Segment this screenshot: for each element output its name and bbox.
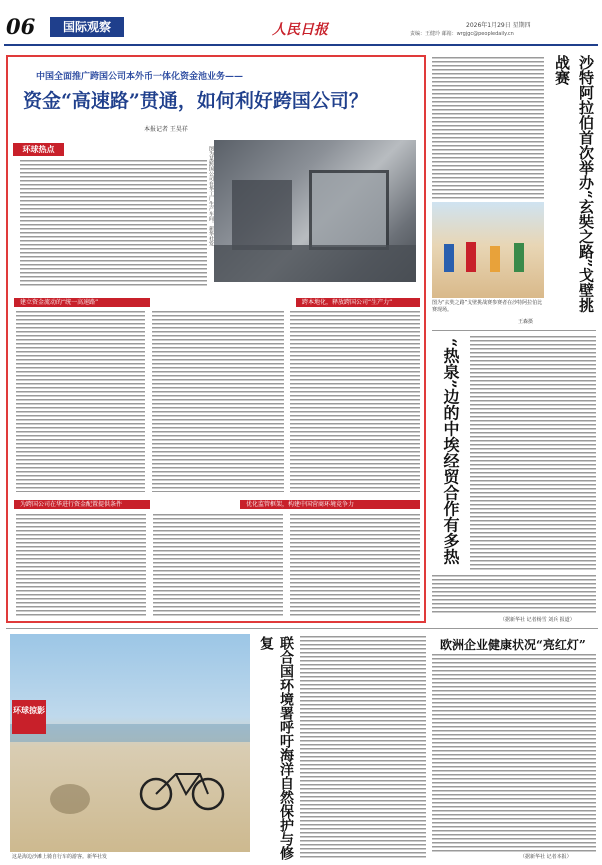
story1-title: 沙特阿拉伯首次举办“玄奘之路”戈壁挑战赛 [553, 55, 595, 313]
intro-text [20, 160, 207, 286]
bottom-photo-caption: 这是海边沙滩上骑自行车的游客。新华社发 [12, 854, 108, 860]
story2-title: “热泉”边的中埃经贸合作有多热 [441, 338, 460, 565]
section-name: 国际观察 [50, 17, 124, 37]
masthead-logo: 人民日报 [272, 22, 328, 38]
feature-headline: 资金“高速路”贯通，如何利好跨国公司？ [23, 90, 368, 112]
column-text-2 [152, 311, 284, 492]
column-text-3 [290, 311, 420, 492]
section-heading-3: 为跨国公司在华进行资金配置提供条件 [14, 500, 150, 509]
beach-photo [10, 634, 250, 852]
story2-credit: （据新华社 记者杨雪 刘兵 报道） [500, 617, 575, 623]
section-heading-4: 优化监管框架，构建中国营商环境竞争力 [240, 500, 420, 509]
byline: 本报记者 王昊祥 [144, 126, 188, 133]
page-header [0, 0, 602, 48]
right-divider [432, 330, 596, 331]
story1-credit: 王森摄 [518, 319, 534, 325]
factory-photo [214, 140, 416, 282]
bottom-divider [6, 628, 598, 629]
column-text-5 [153, 514, 283, 616]
story1-caption: 图为“玄奘之路”戈壁挑战赛参赛者在沙特阿拉伯比赛现场。 [432, 300, 543, 313]
feature-photo-caption: 图为某跨国公司在华工厂生产车间。新华社发 [208, 146, 214, 246]
header-rule [4, 44, 598, 46]
section-heading-1: 建立资金流动的“统一高速路” [14, 298, 150, 307]
bottom-text-a [300, 636, 426, 858]
bottom-text-b [432, 654, 596, 852]
section-heading-2: 跨本地化，释放跨国公司“生产力” [296, 298, 420, 307]
column-text-1 [16, 311, 145, 492]
bottom-credit: （据新华社 记者本报） [520, 854, 572, 860]
story2-text-b [432, 575, 596, 615]
global-glimpse-tag: 环球掠影 [12, 700, 46, 734]
right-bottom-title: 欧洲企业健康状况“亮红灯” [440, 638, 586, 652]
story2-text-a [470, 336, 596, 571]
date-line: 2026年1月29日 星期四 [466, 22, 531, 29]
hot-topic-tag: 环球热点 [13, 143, 64, 156]
column-text-4 [16, 514, 146, 616]
editor-line: 责编：王健玲 邮箱：wrgjgc@peopledaily.cn [410, 31, 514, 37]
feature-kicker: 中国全面推广跨国公司本外币一体化资金池业务—— [36, 72, 244, 82]
story1-text [432, 57, 544, 199]
bottom-vertical-title: 联合国环境署呼吁海洋自然保护与修复 [258, 636, 294, 860]
race-photo [432, 202, 544, 298]
column-text-6 [290, 514, 420, 616]
page-number: 06 [6, 14, 36, 39]
